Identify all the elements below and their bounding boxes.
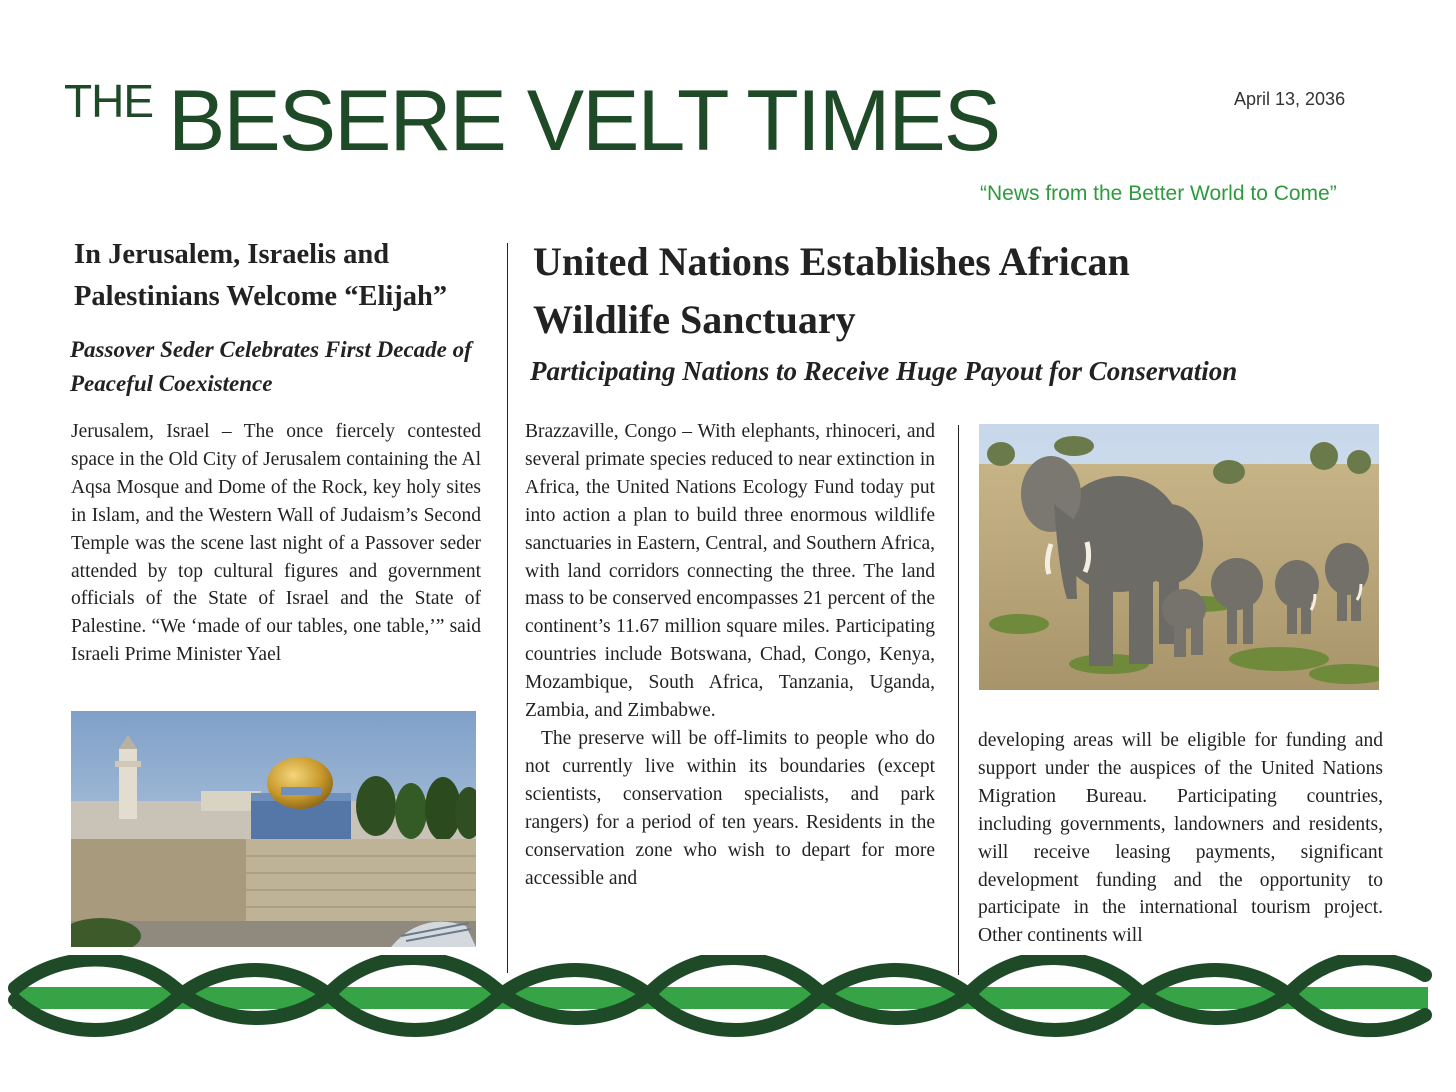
- right-article-paragraph-1: Brazzaville, Congo – With elephants, rhinoceri, and several primate species reduced to near extinction in Africa, the United Nations Ecology Fund today put into action a plan to build three enormous wildlife sanctuaries in Eastern, Central, and Southern Africa, with land corridors connecting the three. The land mass to be conserved encompasses 21 percent of the continent’s 11.67 million square miles. Participating countries include Botswana, Chad, Congo, Kenya, Mozambique, South Africa, Tanzania, Uganda, Zambia, and Zimbabwe.: [525, 421, 935, 722]
- right-article-deck: Participating Nations to Receive Huge Payout for Conservation: [530, 356, 1238, 386]
- masthead-title: BESERE VELT TIMES: [168, 73, 1000, 169]
- left-article-headline: In Jerusalem, Israelis and Palestinians Welcome “Elijah”: [74, 239, 448, 312]
- left-article-deck: Passover Seder Celebrates First Decade of Peaceful Coexistence: [70, 337, 472, 396]
- issue-date: April 13, 2036: [1234, 89, 1346, 109]
- elephant-herd-photo: [979, 424, 1379, 690]
- right-article-paragraph-2: The preserve will be off-limits to people who do not currently live within its boundaries (except scientists, conservation specialists, and park rangers) for a period of ten years. Residents in the conservation zone who wish to depart for more accessible and: [525, 727, 935, 889]
- right-article-body-column-1: [525, 418, 935, 892]
- column-rule-left: [507, 243, 508, 973]
- masthead-slogan: “News from the Better World to Come”: [980, 182, 1337, 205]
- jerusalem-photo: [71, 711, 476, 947]
- column-rule-right: [958, 425, 959, 975]
- jerusalem-old-city-photo: [71, 711, 476, 947]
- footer-green-band: [12, 987, 1428, 1009]
- right-article-headline: United Nations Establishes African Wildlife Sanctuary: [533, 239, 1130, 342]
- right-article-body-column-2: developing areas will be eligible for funding and support under the auspices of the United Nations Migration Bureau. Participating countries, including governments, landowners and residents, will receive leasing payments, significant development funding and the opportunity to participate in the international tourism project. Other continents will: [978, 730, 1383, 947]
- elephant-photo: [979, 424, 1379, 690]
- footer-wave-ornament: [0, 955, 1456, 1055]
- left-article-body: Jerusalem, Israel – The once fiercely contested space in the Old City of Jerusalem containing the Al Aqsa Mosque and Dome of the Rock, key holy sites in Islam, and the Western Wall of Judaism’s Second Temple was the scene last night of a Passover seder attended by top cultural figures and government officials of the State of Israel and the State of Palestine. “We ‘made of our tables, one table,’” said Israeli Prime Minister Yael: [71, 421, 481, 666]
- masthead-the: THE: [64, 75, 153, 127]
